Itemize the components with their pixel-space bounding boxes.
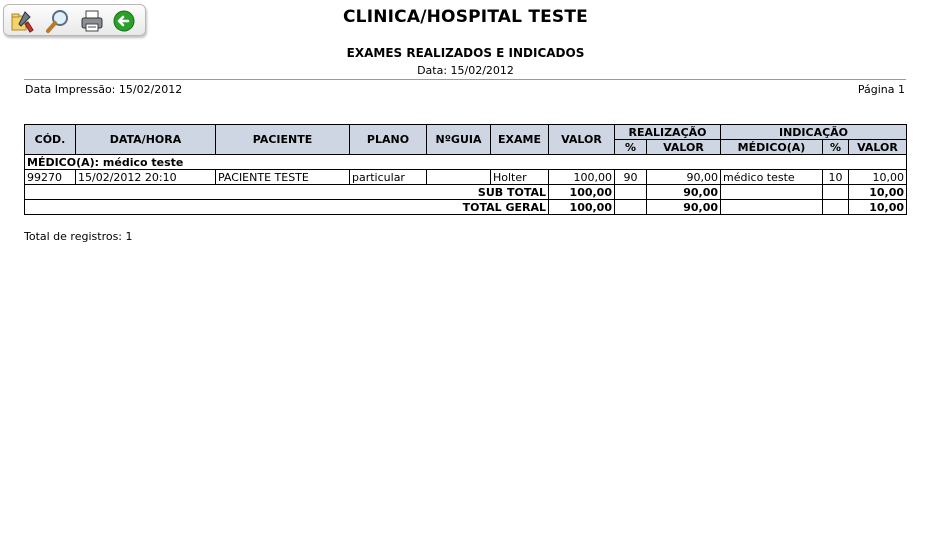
col-indicacao-medico: MÉDICO(A) [721, 140, 823, 155]
cell-exame: Holter [491, 170, 549, 185]
empty-cell [823, 200, 849, 215]
cell-paciente: PACIENTE TESTE [216, 170, 350, 185]
col-plano: PLANO [350, 125, 427, 155]
cell-plano: particular [350, 170, 427, 185]
subtotal-valor: 100,00 [549, 185, 615, 200]
empty-cell [823, 185, 849, 200]
cell-valor: 100,00 [549, 170, 615, 185]
col-nguia: NºGUIA [427, 125, 491, 155]
total-row [25, 200, 907, 215]
col-paciente: PACIENTE [216, 125, 350, 155]
col-indicacao-pct: % [823, 140, 849, 155]
total-real-valor: 90,00 [647, 200, 721, 215]
cell-real-valor: 90,00 [647, 170, 721, 185]
col-valor: VALOR [549, 125, 615, 155]
cell-ind-valor: 10,00 [849, 170, 907, 185]
cell-ind-medico: médico teste [721, 170, 823, 185]
empty-cell [721, 200, 823, 215]
cell-cod: 99270 [25, 170, 76, 185]
col-realizacao-valor: VALOR [647, 140, 721, 155]
cell-data-hora: 15/02/2012 20:10 [76, 170, 216, 185]
header-divider [24, 79, 906, 80]
empty-cell [615, 185, 647, 200]
total-ind-valor: 10,00 [849, 200, 907, 215]
total-valor: 100,00 [549, 200, 615, 215]
group-label: MÉDICO(A): médico teste [25, 155, 907, 170]
subtotal-label: SUB TOTAL [25, 185, 549, 200]
cell-ind-pct: 10 [823, 170, 849, 185]
page-number: Página 1 [857, 83, 905, 96]
col-realizacao: REALIZAÇÃO [615, 125, 721, 140]
col-realizacao-pct: % [615, 140, 647, 155]
empty-cell [615, 200, 647, 215]
cell-nguia [427, 170, 491, 185]
cell-real-pct: 90 [615, 170, 647, 185]
subtotal-ind-valor: 10,00 [849, 185, 907, 200]
col-data-hora: DATA/HORA [76, 125, 216, 155]
subtotal-row [25, 185, 907, 200]
total-label: TOTAL GERAL [25, 200, 549, 215]
col-indicacao-valor: VALOR [849, 140, 907, 155]
report-title: CLINICA/HOSPITAL TESTE [343, 7, 588, 27]
table-row [25, 170, 907, 185]
report-subtitle: EXAMES REALIZADOS E INDICADOS [346, 46, 585, 60]
empty-cell [721, 185, 823, 200]
col-indicacao: INDICAÇÃO [721, 125, 907, 140]
subtotal-real-valor: 90,00 [647, 185, 721, 200]
report-table [24, 124, 907, 215]
total-records: Total de registros: 1 [24, 230, 133, 243]
report-date: Data: 15/02/2012 [417, 64, 514, 77]
print-date: Data Impressão: 15/02/2012 [25, 83, 183, 96]
col-cod: CÓD. [25, 125, 76, 155]
col-exame: EXAME [491, 125, 549, 155]
